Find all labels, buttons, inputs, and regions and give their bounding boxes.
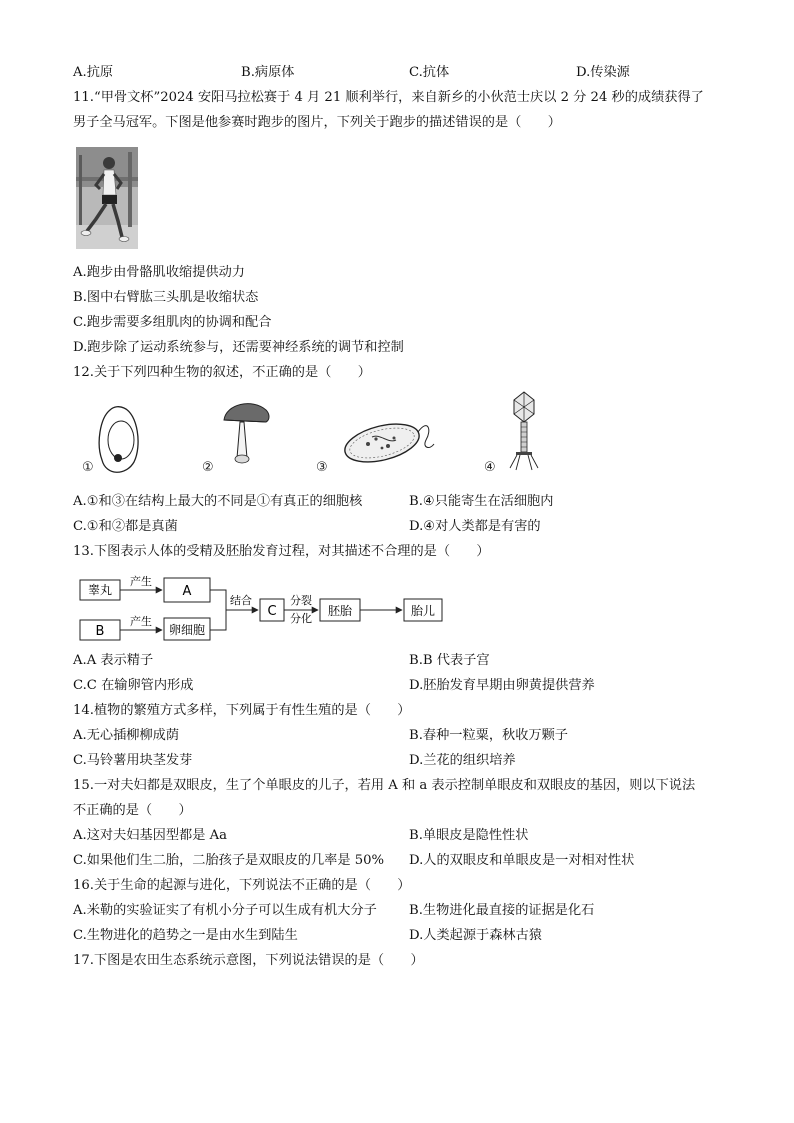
yeast-cell-figure (99, 407, 138, 473)
q15-option-b: B.单眼皮是隐性性状 (409, 828, 529, 843)
organisms-figure (76, 388, 556, 478)
diagram-fetus: 胎儿 (410, 604, 436, 618)
q16-option-a: A.米勒的实验证实了有机小分子可以生成有机大分子 (73, 903, 377, 918)
diagram-box-a: A (182, 584, 192, 599)
organism-label-3: ③ (316, 460, 328, 475)
diagram-box-c: C (267, 604, 277, 619)
q11-stem-line1: 11.“甲骨文杯”2024 安阳马拉松赛于 4 月 21 顺利举行，来自新乡的小伙范士庆以 2 分 24 秒的成绩获得了 (73, 90, 704, 105)
q14-stem: 14.植物的繁殖方式多样，下列属于有性生殖的是（ ） (73, 703, 411, 718)
q13-option-d: D.胚胎发育早期由卵黄提供营养 (409, 678, 595, 693)
q11-option-c: C.跑步需要多组肌肉的协调和配合 (73, 315, 272, 330)
diagram-testis: 睾丸 (87, 583, 113, 597)
q13-option-c: C.C 在输卵管内形成 (73, 678, 194, 693)
q11-option-a: A.跑步由骨骼肌收缩提供动力 (73, 265, 245, 280)
q11-option-d: D.跑步除了运动系统参与，还需要神经系统的调节和控制 (73, 340, 404, 355)
q15-option-a: A.这对夫妇基因型都是 Aa (73, 828, 227, 843)
bacterium-figure (341, 417, 434, 468)
q14-option-c: C.马铃薯用块茎发芽 (73, 753, 193, 768)
q16-stem: 16.关于生命的起源与进化，下列说法不正确的是（ ） (73, 878, 411, 893)
q10-option-d: D.传染源 (576, 65, 630, 80)
q15-stem-line1: 15.一对夫妇都是双眼皮，生了个单眼皮的儿子，若用 A 和 a 表示控制单眼皮和双眼皮的基因，则以下说法 (73, 778, 696, 793)
q13-stem: 13.下图表示人体的受精及胚胎发育过程，对其描述不合理的是（ ） (73, 544, 490, 559)
diagram-produce-2: 产生 (130, 615, 152, 628)
fertilization-diagram (76, 570, 448, 642)
diagram-box-b: B (95, 624, 105, 639)
q14-option-d: D.兰花的组织培养 (409, 753, 516, 768)
organism-label-2: ② (202, 460, 214, 475)
q15-option-c: C.如果他们生二胎，二胎孩子是双眼皮的几率是 50% (73, 853, 385, 868)
q14-option-b: B.春种一粒粟，秋收万颗子 (409, 728, 568, 743)
diagram-embryo: 胚胎 (327, 604, 353, 618)
q16-option-c: C.生物进化的趋势之一是由水生到陆生 (73, 928, 298, 943)
diagram-produce-1: 产生 (130, 575, 152, 588)
q12-option-b: B.④只能寄生在活细胞内 (409, 494, 554, 509)
diagram-split: 分裂 (290, 594, 312, 607)
organism-label-1: ① (82, 460, 94, 475)
q11-option-b: B.图中右臂肱三头肌是收缩状态 (73, 290, 259, 305)
q15-option-d: D.人的双眼皮和单眼皮是一对相对性状 (409, 853, 635, 868)
diagram-egg-cell: 卵细胞 (168, 623, 206, 637)
q11-stem-line2: 男子全马冠军。下图是他参赛时跑步的图片，下列关于跑步的描述错误的是（ ） (73, 115, 561, 130)
diagram-differentiate: 分化 (290, 612, 312, 625)
q12-stem: 12.关于下列四种生物的叙述，不正确的是（ ） (73, 365, 371, 380)
diagram-combine: 结合 (230, 594, 252, 607)
q15-stem-line2: 不正确的是（ ） (73, 803, 192, 818)
q10-option-a: A.抗原 (73, 65, 114, 80)
q12-option-d: D.④对人类都是有害的 (409, 519, 541, 534)
q12-option-c: C.①和②都是真菌 (73, 519, 178, 534)
phage-figure (510, 392, 538, 470)
q13-option-a: A.A 表示精子 (73, 653, 154, 668)
q16-option-d: D.人类起源于森林古猿 (409, 928, 542, 943)
q10-option-c: C.抗体 (409, 65, 450, 80)
q16-option-b: B.生物进化最直接的证据是化石 (409, 903, 595, 918)
organism-label-4: ④ (484, 460, 496, 475)
mushroom-figure (224, 404, 269, 463)
q12-option-a: A.①和③在结构上最大的不同是①有真正的细胞核 (73, 494, 363, 509)
q13-option-b: B.B 代表子宫 (409, 653, 490, 668)
q10-option-b: B.病原体 (241, 65, 295, 80)
q17-stem: 17.下图是农田生态系统示意图，下列说法错误的是（ ） (73, 953, 424, 968)
runner-photo (76, 147, 138, 249)
q14-option-a: A.无心插柳柳成荫 (73, 728, 180, 743)
